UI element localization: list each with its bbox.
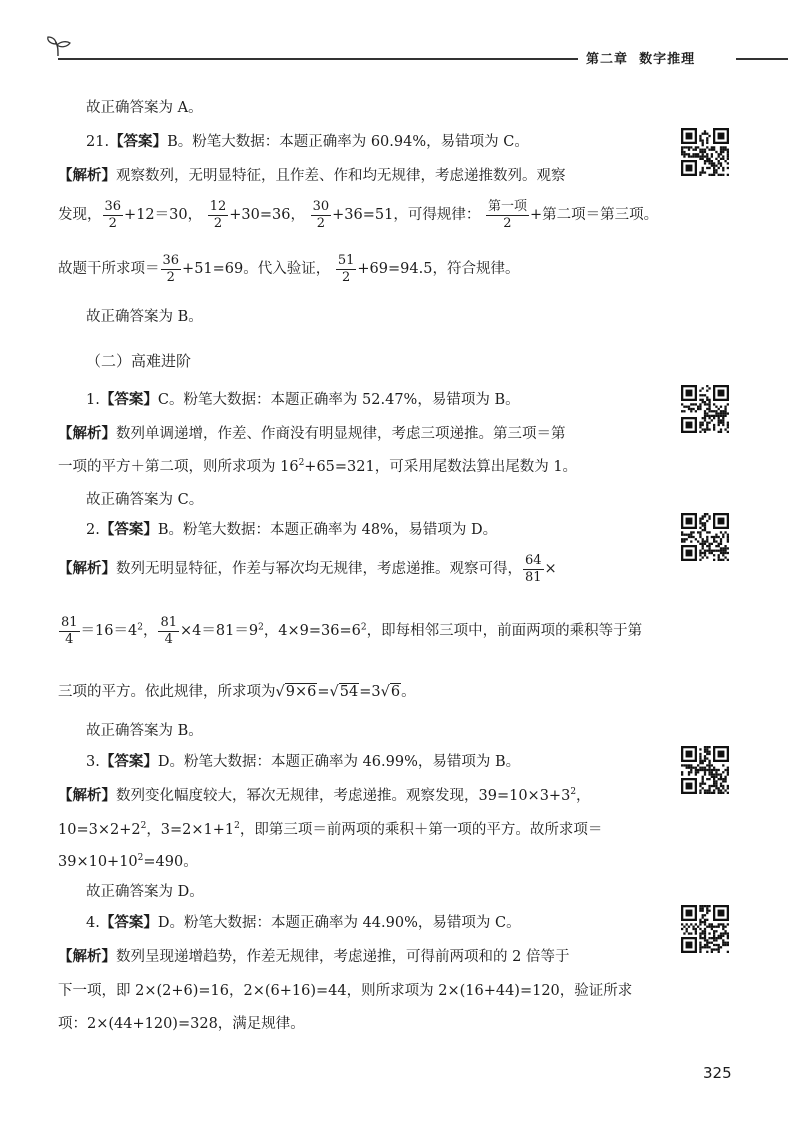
fraction [523,554,544,584]
text: ， [576,788,591,804]
q4-analysis-text: 数列呈现递增趋势，作差无规律，考虑递推，可得前两项和的 2 倍等于 [116,949,570,965]
fraction [103,200,124,230]
q1-analysis-text: 数列单调递增，作差、作商没有明显规律，考虑三项递推。第三项＝第 [116,426,566,442]
q2-answer-line [86,518,497,539]
sqrt-expression: √6 [380,684,401,700]
text: +12＝30， [124,207,203,224]
fraction [486,200,529,230]
denominator: 2 [166,269,175,285]
q1-answer-text: C。粉笔大数据：本题正确率为 52.47%，易错项为 B。 [157,392,520,408]
q21-answer-line [86,130,529,151]
qr-code-icon[interactable] [681,128,729,176]
text: 发现， [58,207,102,224]
text: ，即第三项＝前两项的乘积＋第一项的平方。故所求项＝ [239,822,603,838]
q1-analysis-line1 [58,422,566,443]
numerator: 30 [312,199,330,214]
superscript: 2 [570,787,577,798]
text: 故题干所求项＝ [58,261,160,278]
q1-number: 1. [86,392,100,408]
text: =490。 [143,854,198,870]
text: 数列变化幅度较大，幂次无规律，考虑递推。观察发现，39=10×3+3 [116,788,571,804]
qr-code-icon[interactable] [681,905,729,953]
q4-answer-text: D。粉笔大数据：本题正确率为 44.90%，易错项为 C。 [157,915,521,931]
q3-analysis-line3 [58,850,198,871]
q21-answer-text: B。粉笔大数据：本题正确率为 60.94%，易错项为 C。 [167,134,529,150]
q3-analysis-line1 [58,784,591,805]
q1-answer-line [86,388,520,409]
chapter-heading [586,48,695,67]
text: 一项的平方＋第二项，则所求项为 16 [58,459,299,475]
qr-code-icon[interactable] [681,746,729,794]
qr-code-icon[interactable] [681,513,729,561]
superscript: 2 [298,458,305,469]
superscript: 2 [137,853,144,864]
q3-answer-text: D。粉笔大数据：本题正确率为 46.99%，易错项为 B。 [157,754,521,770]
section-title: （二）高难进阶 [86,352,192,370]
fraction [311,200,332,230]
text: 三项的平方。依此规律，所求项为 [58,684,276,700]
denominator: 4 [65,631,74,647]
numerator: 36 [104,199,122,214]
sqrt-expression: √54 [329,684,359,700]
page-number: 325 [703,1064,732,1082]
q2-analysis-text: 数列无明显特征，作差与幂次均无规律，考虑递推。观察可得， [116,561,522,578]
text: ，3=2×1+1 [146,822,235,838]
numerator: 81 [61,615,78,630]
header-rule-left [58,58,578,60]
denominator: 81 [525,569,542,585]
text: +51=69。代入验证， [182,261,331,278]
superscript: 2 [234,821,240,832]
q21-answer-tag: 【答案】 [109,134,168,150]
q3-answer-line [86,750,520,771]
denominator: 2 [108,215,117,231]
text: ，即每相邻三项中，前面两项的乘积等于第 [366,623,643,640]
text: ＝16＝4 [80,623,138,640]
q2-answer-text: B。粉笔大数据：本题正确率为 48%，易错项为 D。 [157,522,498,538]
q4-number: 4. [86,915,100,931]
q2-analysis-tag: 【解析】 [58,561,116,578]
text: +第二项＝第三项。 [529,207,659,224]
fraction [208,200,229,230]
q21-conclusion: 故正确答案为 B。 [86,309,203,325]
text: × [544,561,557,578]
q3-analysis-tag: 【解析】 [58,788,116,804]
q2-analysis-line1 [58,554,557,584]
numerator: 81 [160,615,178,630]
text: +36=51，可得规律： [332,207,481,224]
numerator: 51 [337,253,355,268]
denominator: 2 [316,215,325,231]
denominator: 2 [341,269,351,285]
q3-conclusion: 故正确答案为 D。 [86,884,204,900]
q21-analysis-tag: 【解析】 [58,168,116,184]
text: ，4×9=36=6 [263,623,361,640]
sprout-leaf-icon [44,36,74,58]
numerator: 12 [209,199,227,214]
sqrt-expression: √9×6 [275,684,317,700]
qr-code-icon[interactable] [681,385,729,433]
q4-analysis-tag: 【解析】 [58,949,116,965]
numerator: 36 [162,253,180,268]
superscript: 2 [137,622,143,633]
chapter-number: 第二章 [586,52,629,67]
numerator: 第一项 [487,199,527,214]
text: 。 [401,684,416,700]
q1-analysis-line2 [58,455,577,476]
header-rule-right [736,58,788,60]
text: ， [142,623,158,640]
text: = [317,684,330,700]
q21-analysis-line1 [58,164,566,185]
q4-analysis-line3: 项：2×(44+120)=328，满足规律。 [58,1016,305,1032]
q21-analysis-line2 [58,200,658,230]
q1-analysis-tag: 【解析】 [58,426,116,442]
q1-answer-tag: 【答案】 [99,392,158,408]
q2-answer-tag: 【答案】 [99,522,158,538]
text: 39×10+10 [58,854,138,870]
text: +65=321，可采用尾数法算出尾数为 1。 [304,459,578,475]
q21-number: 21. [86,134,110,150]
q21-analysis-text: 观察数列，无明显特征，且作差、作和均无规律，考虑递推数列。观察 [116,168,566,184]
fraction [59,616,80,646]
q4-answer-tag: 【答案】 [99,915,158,931]
q4-analysis-line2: 下一项，即 2×(2+6)=16，2×(6+16)=44，则所求项为 2×(16+44)=120，验证所求 [58,983,633,999]
q2-analysis-line3 [58,680,416,701]
numerator: 64 [525,553,542,568]
q3-analysis-line2 [58,818,602,839]
q2-conclusion: 故正确答案为 B。 [86,723,203,739]
q4-answer-line [86,911,521,932]
chapter-title: 数字推理 [639,52,696,67]
q2-analysis-line2 [58,616,642,646]
denominator: 2 [213,215,223,231]
denominator: 4 [164,631,173,647]
fraction [158,616,179,646]
fraction [336,254,357,284]
q3-answer-tag: 【答案】 [99,754,158,770]
sqrt-radicand: 54 [339,684,359,700]
q4-analysis-line1 [58,945,569,966]
superscript: 2 [258,622,264,633]
text: 10=3×2+2 [58,822,141,838]
sqrt-radicand: 6 [390,684,401,700]
sqrt-radicand: 9×6 [285,684,317,700]
text: +69=94.5，符合规律。 [357,261,520,278]
superscript: 2 [140,821,147,832]
text: =3 [359,684,381,700]
superscript: 2 [360,622,367,633]
q2-number: 2. [86,522,100,538]
q1-conclusion: 故正确答案为 C。 [86,492,204,508]
q21-analysis-line3 [58,254,519,284]
fraction [161,254,182,284]
prev-conclusion: 故正确答案为 A。 [86,100,203,116]
text: ×4＝81＝9 [180,623,259,640]
denominator: 2 [503,215,512,231]
text: +30=36， [229,207,305,224]
q3-number: 3. [86,754,100,770]
